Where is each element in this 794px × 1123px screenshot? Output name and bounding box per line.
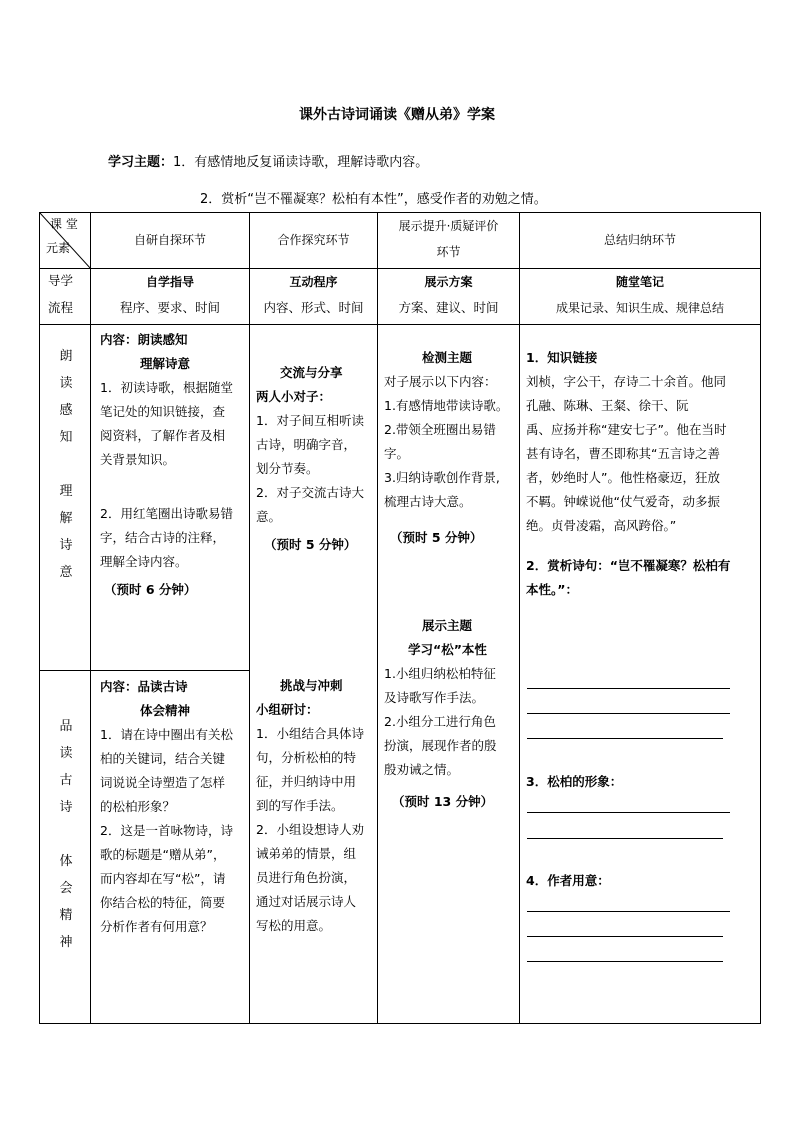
col2-part1-sub: 两人小对子： xyxy=(256,389,332,404)
header-col3-title2: 环节 xyxy=(436,245,461,259)
answer-line[interactable] xyxy=(527,936,723,937)
section2-sub: 体会精神 xyxy=(140,703,191,718)
header-col4-detail: 成果记录、知识生成、规律总结 xyxy=(555,301,724,315)
header-col2-title: 合作探究环节 xyxy=(277,233,350,247)
corner-label-bot2: 流程 xyxy=(48,300,74,315)
header-col2-detail: 内容、形式、时间 xyxy=(263,300,364,315)
answer-line[interactable] xyxy=(527,961,723,962)
header-col4-title: 总结归纳环节 xyxy=(603,233,676,247)
col4-q4: 4．作者用意： xyxy=(526,873,610,888)
study-topic-item1: 1．有感情地反复诵读诗歌，理解诗歌内容。 xyxy=(173,155,429,170)
section1-label: 朗 读 感 知 理 解 诗 意 xyxy=(59,349,73,580)
page-title: 课外古诗词诵读《赠从弟》学案 xyxy=(299,107,495,123)
section1-time: （预时 6 分钟） xyxy=(104,582,197,597)
header-col3-detail: 方案、建议、时间 xyxy=(398,300,499,315)
col2-part1: 交流与分享 两人小对子： 1．对子间互相听读 古诗，明确字音， 划分节奏。 2．对子交流古诗大 意。 （预时 5 分钟） xyxy=(256,361,376,557)
answer-line[interactable] xyxy=(527,812,730,813)
answer-line[interactable] xyxy=(527,738,723,739)
section2-col1: 内容：品读古诗 体会精神 1．请在诗中圈出有关松 柏的关键词，结合关键 词说说全诗塑造了怎样 的松柏形象？ 2．这是一首咏物诗，诗 歌的标题是“赠从弟”， 而内容却在写“松”，请 你结合松的特征，简要 分析作者有何用意？ xyxy=(100,675,246,939)
col3-part1-sub: 对子展示以下内容： xyxy=(384,374,497,389)
header-col1-detail: 程序、要求、时间 xyxy=(119,300,220,315)
section1-col1: 内容：朗读感知 理解诗意 1．初读诗歌，根据随堂 笔记处的知识链接，查 阅资料，了解作者及相 关背景知识。 2．用红笔圈出诗歌易错 字，结合古诗的注释， 理解全诗内容。 （预时 6 分钟） xyxy=(100,328,246,602)
col4-q3: 3．松柏的形象： xyxy=(526,774,623,789)
section2-label: 品 读 古 诗 体 会 精 神 xyxy=(59,719,73,950)
col2-part2-sub: 小组研讨： xyxy=(256,702,319,717)
col3-part2-title: 展示主题 xyxy=(422,618,473,633)
col3-part2: 展示主题 学习“松”本性 1.小组归纳松柏特征 及诗歌写作手法。 2.小组分工进行角色 扮演，展现作者的殷 殷劝诫之情。 （预时 13 分钟） xyxy=(384,614,518,814)
section2-content: 内容：品读古诗 xyxy=(100,679,188,694)
answer-line[interactable] xyxy=(527,838,723,839)
col2-part2: 挑战与冲刺 小组研讨： 1．小组结合具体诗 句，分析松柏的特 征，并归纳诗中用 到的写作手法。 2．小组设想诗人劝 诫弟弟的情景，组 员进行角色扮演， 通过对话展示诗人 写松的用意。 xyxy=(256,674,376,938)
answer-line[interactable] xyxy=(527,688,730,689)
header-col3-title1: 展示提升·质疑评价 xyxy=(398,219,499,233)
section1-content: 内容：朗读感知 xyxy=(100,332,188,347)
study-topic-label: 学习主题： xyxy=(108,155,174,170)
study-plan-table xyxy=(39,212,761,1024)
header-col1-sub: 自学指导 xyxy=(145,275,194,289)
answer-line[interactable] xyxy=(527,911,730,912)
col2-part1-time: （预时 5 分钟） xyxy=(264,537,357,552)
col3-part1: 检测主题 对子展示以下内容： 1.有感情地带读诗歌。 2.带领全班圈出易错 字。 3.归纳诗歌创作背景, 梳理古诗大意。 （预时 5 分钟） xyxy=(384,346,518,550)
col4-q2: 2．赏析诗句：“岂不罹凝寒？松柏有 xyxy=(526,558,731,573)
header-col4-sub: 随堂笔记 xyxy=(615,275,664,289)
col3-part2-time: （预时 13 分钟） xyxy=(392,794,494,809)
section1-sub: 理解诗意 xyxy=(140,356,191,371)
corner-label-mid: 元素 xyxy=(46,241,71,255)
corner-label-bot1: 导学 xyxy=(48,273,74,288)
study-topic-item2: 2．赏析“岂不罹凝寒？松柏有本性”，感受作者的劝勉之情。 xyxy=(200,192,547,207)
study-topic-line1 xyxy=(108,151,428,170)
header-col2-sub: 互动程序 xyxy=(289,275,338,289)
corner-label-top: 课 堂 xyxy=(50,217,78,231)
answer-line[interactable] xyxy=(527,713,730,714)
col2-part2-title: 挑战与冲刺 xyxy=(280,678,343,693)
col4-notes: 1．知识链接 刘桢，字公干，存诗二十余首。他同 孔融、陈琳、王粲、徐干、阮 禹、应扬并称“建安七子”。他在当时 甚有诗名，曹丕即称其“五言诗之善 者，妙绝时人”。他性格豪迈，狂放 不羁。钟嵘说他“仗气爱奇，动多振 绝。贞骨凌霜，高风跨俗。” 2．赏析诗句：“岂不罹凝寒？松柏有 本性。”： xyxy=(526,346,758,602)
header-col1-title: 自研自探环节 xyxy=(133,233,206,247)
col4-q1: 1．知识链接 xyxy=(526,350,598,365)
col3-part1-title: 检测主题 xyxy=(422,350,473,365)
header-col3-sub: 展示方案 xyxy=(424,275,473,289)
col3-part2-sub: 学习“松”本性 xyxy=(408,642,487,657)
col3-part1-time: （预时 5 分钟） xyxy=(390,530,483,545)
col2-part1-title: 交流与分享 xyxy=(280,365,343,380)
